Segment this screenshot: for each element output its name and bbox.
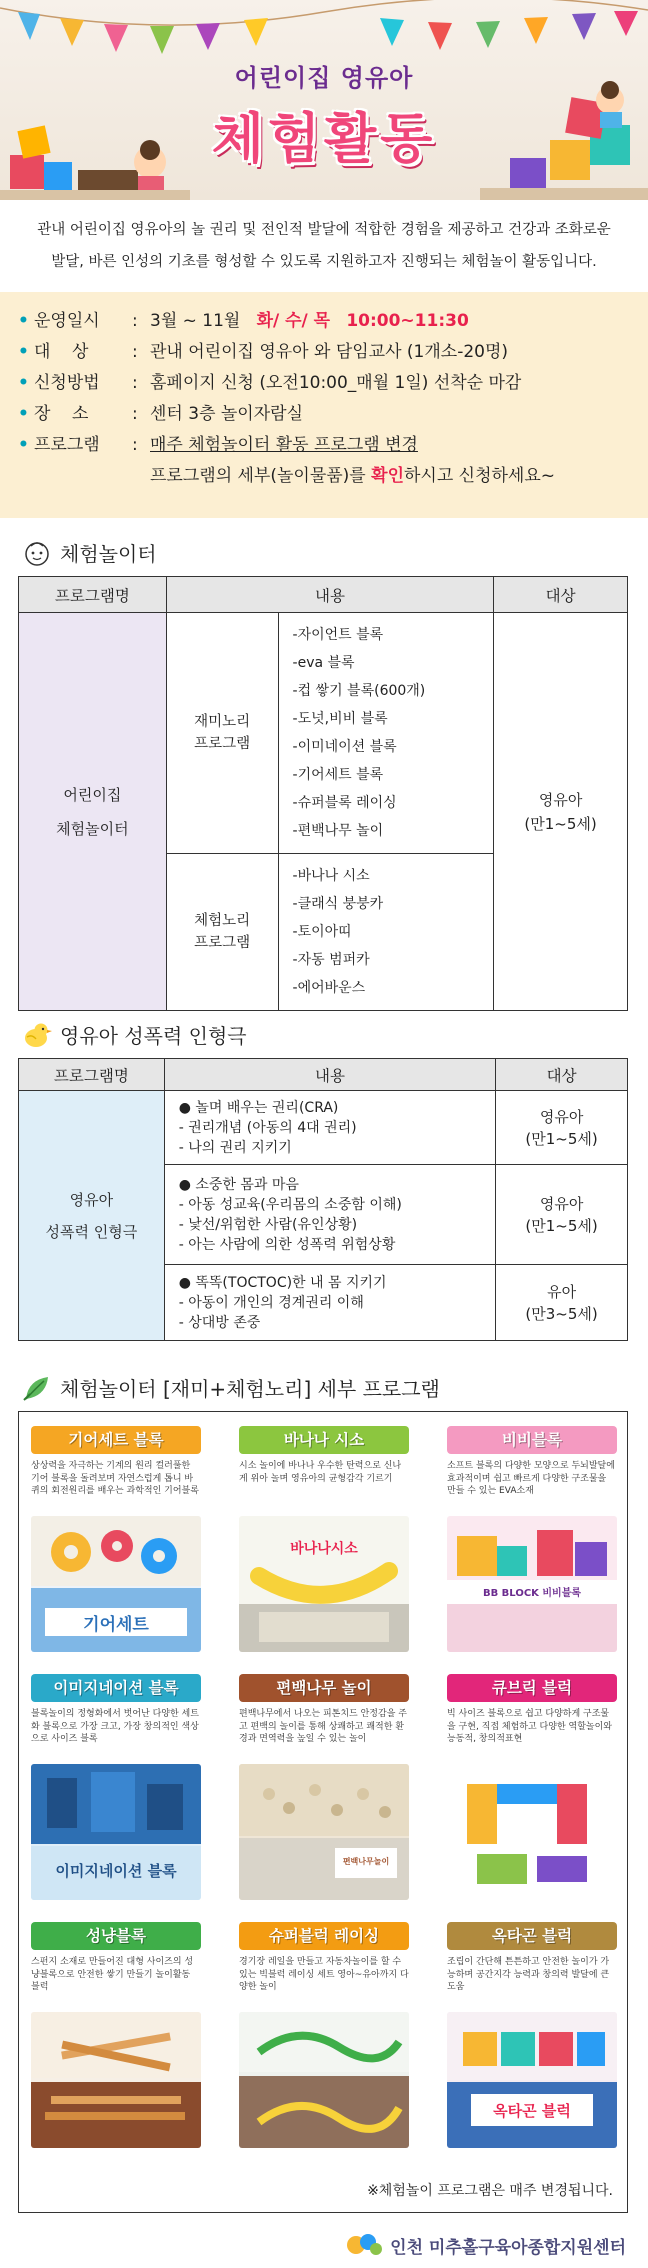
info-colon: : <box>132 435 138 455</box>
schedule-months: 3월 ~ 11월 <box>150 311 241 331</box>
grid-note: ※체험놀이 프로그램은 매주 변경됩니다. <box>367 2183 613 2199</box>
card-description: 소프트 블록의 다양한 모양으로 두뇌발달에 효과적이며 쉽고 빠르게 다양한 구조물을 만들 수 있는 EVA소재 <box>447 1461 615 1496</box>
card-photo-label: 옥타곤 블럭 <box>493 2102 571 2120</box>
card-photo <box>31 2012 201 2148</box>
card-cubric-block <box>447 1674 617 1900</box>
banner <box>0 0 648 200</box>
racing-photo-illustration <box>239 2012 409 2148</box>
card-photo <box>447 1516 617 1652</box>
info-key: 프로그램 <box>34 435 100 455</box>
schedule-time: 10:00~11:30 <box>346 311 469 331</box>
list-item: -에어바운스 <box>292 980 366 996</box>
card-photo-label: 편백나무놀이 <box>342 1857 390 1866</box>
table-row <box>19 1091 628 1165</box>
card-title: 편백나무 놀이 <box>239 1674 409 1702</box>
banner-title: 체험활동 <box>211 107 437 170</box>
info-key: 장 소 <box>34 404 89 424</box>
card-title: 이미지네이션 블록 <box>31 1674 201 1702</box>
target-line: 영유아 <box>539 1194 584 1213</box>
section-3-title: 체험놀이터 [재미+체험노리] 세부 프로그램 <box>60 1377 440 1401</box>
info-colon: : <box>132 404 138 424</box>
target-cell <box>494 613 628 1011</box>
list-item: -이미네이션 블록 <box>292 739 397 755</box>
sub-program-cell <box>166 854 278 1011</box>
center-logo-icon <box>344 2230 384 2260</box>
list-item: -자이언트 블록 <box>292 627 384 643</box>
card-title: 성냥블록 <box>31 1922 201 1950</box>
program-name-line: 영유아 <box>69 1190 114 1209</box>
list-item: ● 똑똑(TOCTOC)한 내 몸 지키기 <box>178 1274 387 1291</box>
card-match-block <box>31 1922 201 2148</box>
card-photo <box>447 1764 617 1900</box>
items-cell <box>278 854 494 1011</box>
section-2-heading <box>22 1020 247 1049</box>
program-note-highlight: 확인 <box>371 466 404 486</box>
target-line: 영유아 <box>538 790 583 809</box>
list-item: -도넛,비비 블록 <box>292 711 388 727</box>
card-photo <box>239 1764 409 1900</box>
child-face-icon <box>22 539 52 567</box>
section-2-title: 영유아 성폭력 인형극 <box>60 1024 247 1048</box>
octagon-photo-illustration <box>447 2012 617 2148</box>
program-name-line: 체험놀이터 <box>56 819 129 838</box>
card-photo <box>239 2012 409 2148</box>
sub-program-line: 프로그램 <box>194 736 251 752</box>
list-item: -바나나 시소 <box>292 868 370 884</box>
cypress-photo-illustration <box>239 1764 409 1900</box>
target-cell <box>496 1091 628 1165</box>
list-item: -토이아띠 <box>292 924 352 940</box>
list-item: - 권리개념 (아동의 4대 권리) <box>178 1119 357 1136</box>
info-colon: : <box>132 311 138 331</box>
target-line: (만3~5세) <box>525 1304 598 1323</box>
target-cell <box>496 1265 628 1341</box>
intro-line-1: 관내 어린이집 영유아의 놀 권리 및 전인적 발달에 적합한 경험을 제공하고 건강과 조화로운 <box>37 222 611 238</box>
list-item: - 아동 성교육(우리몸의 소중함 이해) <box>178 1196 402 1213</box>
card-title: 비비블록 <box>447 1426 617 1454</box>
card-photo <box>31 1764 201 1900</box>
program-cards-grid <box>18 1411 628 2213</box>
card-description: 시소 놀이에 바나나 우수한 탄력으로 신나게 위아 놀며 영유아의 균형감각 기르기 <box>239 1461 402 1484</box>
info-key: 신청방법 <box>34 373 100 393</box>
cubric-photo-illustration <box>447 1764 617 1900</box>
list-item: - 낯선/위험한 사람(유인상황) <box>178 1216 358 1233</box>
program-name-cell <box>19 1091 165 1341</box>
info-schedule <box>18 306 626 337</box>
target-line: (만1~5세) <box>524 814 597 833</box>
bullet-icon: • <box>18 311 29 331</box>
card-title: 옥타곤 블럭 <box>447 1922 617 1950</box>
info-program <box>18 430 626 461</box>
bullet-icon: • <box>18 404 29 424</box>
intro-text <box>0 214 648 278</box>
section-1-title: 체험놀이터 <box>60 542 157 566</box>
list-item: ● 소중한 몸과 마음 <box>178 1176 299 1193</box>
list-item: -기어세트 블록 <box>292 767 384 783</box>
info-apply-value: 홈페이지 신청 (오전10:00_매월 1일) 선착순 마감 <box>150 373 522 393</box>
sub-program-line: 체험노리 <box>194 913 251 929</box>
header-content: 내용 <box>164 1059 495 1091</box>
items-cell <box>164 1265 495 1341</box>
card-photo <box>31 1516 201 1652</box>
section-3-heading <box>22 1373 440 1402</box>
list-item: - 아는 사람에 의한 성폭력 위험상황 <box>178 1236 396 1253</box>
list-item: -슈퍼블록 레이싱 <box>292 795 397 811</box>
info-box <box>0 292 648 518</box>
program-name-cell <box>19 613 167 1011</box>
header-content: 내용 <box>166 577 493 613</box>
seesaw-photo-illustration <box>239 1516 409 1652</box>
list-item: - 나의 권리 지키기 <box>178 1139 292 1156</box>
header-target: 대상 <box>494 577 628 613</box>
card-bibi-block <box>447 1426 617 1652</box>
card-description: 편백나무에서 나오는 피톤치드 안정감을 주고 편백의 놀이를 통해 상쾌하고 쾌적한 환경과 면역력을 높일 수 있는 놀이 <box>239 1709 407 1744</box>
card-description: 스펀지 소재로 만들어진 대형 사이즈의 성냥블록으로 안전한 쌓기 만들기 놀이활동 블럭 <box>31 1957 194 1992</box>
card-description: 경기장 레일을 만들고 자동차놀이를 할 수 있는 빅블럭 레이싱 세트 영아~유아까지 다양한 놀이 <box>239 1957 409 1992</box>
card-description: 빅 사이즈 블록으로 쉽고 다양하게 구조물을 구현, 직접 체험하고 다양한 역할놀이와 능동적, 창의적표현 <box>447 1709 612 1744</box>
card-photo-label: 이미지네이션 블록 <box>55 1862 177 1880</box>
card-cypress-play <box>239 1674 409 1900</box>
section-1-heading <box>22 538 157 567</box>
card-description: 상상력을 자극하는 기계의 원리 컬러풀한 기어 블록을 돌려보며 자연스럽게 톱니 바퀴의 회전원리를 배우는 과학적인 기어블록 <box>31 1461 199 1496</box>
bullet-icon: • <box>18 342 29 362</box>
card-banana-seesaw <box>239 1426 409 1652</box>
target-line: (만1~5세) <box>525 1216 598 1235</box>
card-photo <box>447 2012 617 2148</box>
info-key: 운영일시 <box>34 311 100 331</box>
list-item: ● 놀며 배우는 권리(CRA) <box>178 1099 339 1116</box>
list-item: -컵 쌓기 블록(600개) <box>292 683 426 699</box>
items-cell <box>278 613 494 854</box>
target-line: 영유아 <box>539 1107 584 1126</box>
info-target <box>18 337 626 368</box>
card-photo <box>239 1516 409 1652</box>
card-photo-label: BB BLOCK 비비블록 <box>482 1588 582 1599</box>
sub-program-line: 재미노리 <box>194 714 251 730</box>
list-item: -편백나무 놀이 <box>292 823 384 839</box>
program-name-line: 성폭력 인형극 <box>45 1222 138 1241</box>
puppet-show-table <box>18 1058 628 1341</box>
info-colon: : <box>132 373 138 393</box>
program-note-pre: 프로그램의 세부(놀이물품)를 <box>150 466 372 486</box>
bullet-icon: • <box>18 435 29 455</box>
intro-line-2: 발달, 바른 인성의 기초를 형성할 수 있도록 지원하고자 진행되는 체험놀이 활동입니다. <box>51 254 597 270</box>
info-program-line-2 <box>18 461 626 492</box>
header-target: 대상 <box>496 1059 628 1091</box>
table-header-row <box>19 1059 628 1091</box>
items-cell <box>164 1165 495 1265</box>
table-header-row <box>19 577 628 613</box>
schedule-days: 화/ 수/ 목 <box>256 311 331 331</box>
card-title: 큐브릭 블럭 <box>447 1674 617 1702</box>
experience-playground-table <box>18 576 628 1011</box>
footer <box>0 2222 648 2268</box>
card-title: 슈퍼블럭 레이싱 <box>239 1922 409 1950</box>
items-cell <box>164 1091 495 1165</box>
list-item: -자동 범퍼카 <box>292 952 370 968</box>
sub-program-line: 프로그램 <box>194 935 251 951</box>
target-cell <box>496 1165 628 1265</box>
info-program-value: 매주 체험놀이터 활동 프로그램 변경 <box>150 435 418 455</box>
card-imagination-block <box>31 1674 201 1900</box>
banner-subtitle: 어린이집 영유아 <box>234 64 414 92</box>
header-program-name: 프로그램명 <box>19 577 167 613</box>
info-place <box>18 399 626 430</box>
bullet-icon: • <box>18 373 29 393</box>
info-place-value: 센터 3층 놀이자람실 <box>150 404 303 424</box>
card-description: 블록놀이의 정형화에서 벗어난 다양한 세트화 블록으로 가장 크고, 가장 창의적인 색상으로 사이즈 블록 <box>31 1709 199 1744</box>
sub-program-cell <box>166 613 278 854</box>
list-item: -eva 블록 <box>292 655 355 671</box>
info-target-value: 관내 어린이집 영유아 와 담임교사 (1개소-20명) <box>150 342 509 362</box>
header-program-name: 프로그램명 <box>19 1059 165 1091</box>
card-photo-label: 바나나시소 <box>290 1541 358 1557</box>
card-super-block-racing <box>239 1922 409 2148</box>
program-note-post: 하시고 신청하세요~ <box>404 466 556 486</box>
card-title: 바나나 시소 <box>239 1426 409 1454</box>
card-photo-label: 기어세트 <box>83 1615 149 1635</box>
program-name-line: 어린이집 <box>63 785 122 804</box>
leaf-icon <box>22 1374 52 1402</box>
card-description: 조립이 간단해 튼튼하고 안전한 놀이가 가능하며 공간지각 능력과 창의력 발달에 큰 도움 <box>447 1957 610 1992</box>
card-gear-set <box>31 1426 201 1652</box>
info-colon: : <box>132 342 138 362</box>
list-item: - 아동이 개인의 경계권리 이해 <box>178 1294 364 1311</box>
card-octagon-block <box>447 1922 617 2148</box>
footer-org-name: 인천 미추홀구육아종합지원센터 <box>390 2237 626 2258</box>
card-title: 기어세트 블록 <box>31 1426 201 1454</box>
list-item: - 상대방 존중 <box>178 1314 261 1331</box>
match-photo-illustration <box>31 2012 201 2148</box>
info-apply <box>18 368 626 399</box>
info-key: 대 상 <box>34 342 89 362</box>
table-row <box>19 613 628 854</box>
target-line: 유아 <box>547 1282 577 1301</box>
chick-icon <box>22 1021 52 1049</box>
target-line: (만1~5세) <box>525 1129 598 1148</box>
list-item: -클래식 붕붕카 <box>292 896 384 912</box>
